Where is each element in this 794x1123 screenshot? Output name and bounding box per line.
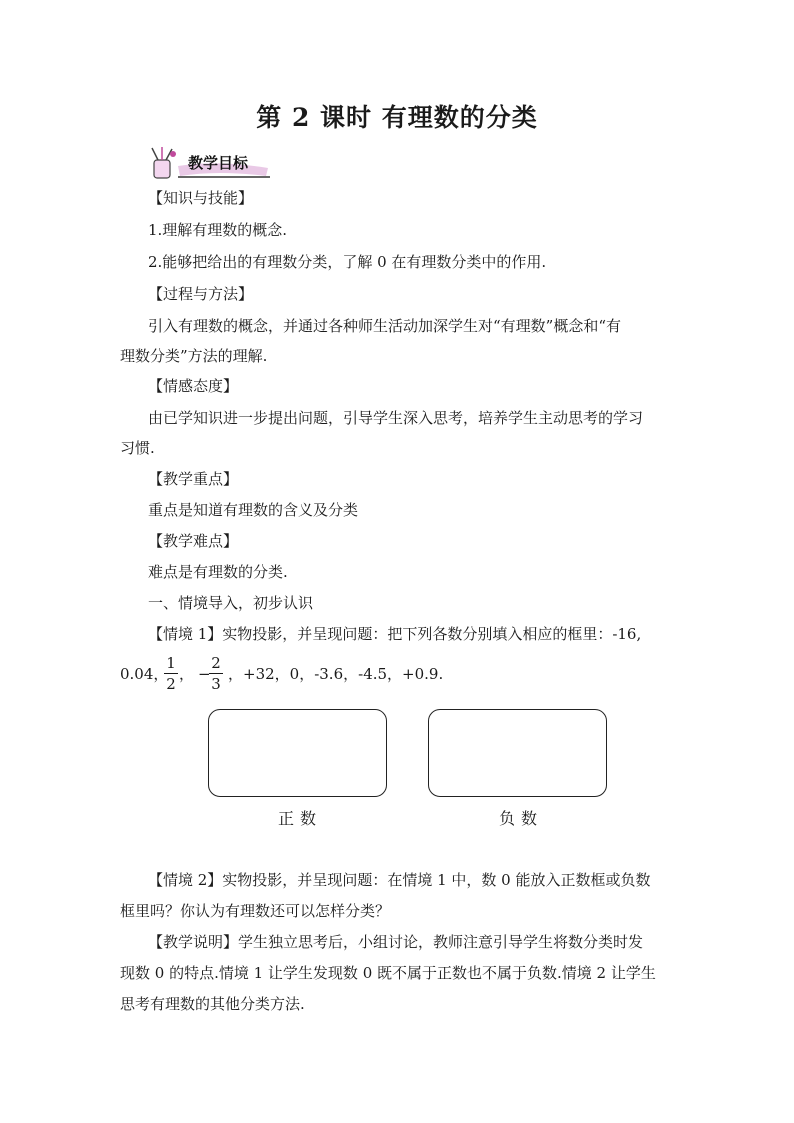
process-text-line-1: 引入有理数的概念，并通过各种师生活动加深学生对“有理数”概念和“有 xyxy=(148,317,622,335)
page-title: 第 2 课时 有理数的分类 xyxy=(256,103,538,132)
fraction-one-half xyxy=(164,654,178,693)
part-one-heading: 一、情境导入，初步认识 xyxy=(148,594,314,612)
emotion-text-line-2: 习惯. xyxy=(120,439,155,457)
emotion-heading: 【情感态度】 xyxy=(148,377,239,395)
scene-2-line-1: 【情境 2】实物投影，并呈现问题：在情境 1 中，数 0 能放入正数框或负数 xyxy=(148,871,651,889)
teaching-note-line-3: 思考有理数的其他分类方法. xyxy=(120,995,305,1013)
difficulty-text: 难点是有理数的分类. xyxy=(148,563,288,581)
scene-2-line-2: 框里吗？你认为有理数还可以怎样分类？ xyxy=(120,902,391,920)
knowledge-heading: 【知识与技能】 xyxy=(148,189,254,207)
scene-1-line-1: 【情境 1】实物投影，并呈现问题：把下列各数分别填入相应的框里：-16, xyxy=(148,625,642,643)
emotion-text-line-1: 由已学知识进一步提出问题，引导学生深入思考，培养学生主动思考的学习 xyxy=(148,409,644,427)
minus-sign: − xyxy=(198,665,211,683)
separator: ， xyxy=(179,665,195,683)
fraction-denominator: 3 xyxy=(211,675,221,693)
knowledge-item-1: 1.理解有理数的概念. xyxy=(148,221,288,239)
positive-box-label: 正数 xyxy=(278,809,323,828)
key-point-heading: 【教学重点】 xyxy=(148,470,239,488)
teaching-note-line-1: 【教学说明】学生独立思考后，小组讨论，教师注意引导学生将数分类时发 xyxy=(148,933,644,951)
scene-1-line-2-end: ，+32，0，-3.6，-4.5，+0.9. xyxy=(228,665,444,683)
fraction-two-thirds xyxy=(209,654,223,693)
process-text-line-2: 理数分类”方法的理解. xyxy=(120,347,268,365)
negative-box-label: 负数 xyxy=(499,809,544,828)
teaching-note-line-2: 现数 0 的特点.情境 1 让学生发现数 0 既不属于正数也不属于负数.情境 2 让学生 xyxy=(120,964,656,982)
difficulty-heading: 【教学难点】 xyxy=(148,532,239,550)
negative-number-box xyxy=(428,709,607,797)
process-heading: 【过程与方法】 xyxy=(148,285,254,303)
teaching-goals-badge: 教学目标 xyxy=(188,154,249,172)
fraction-numerator: 1 xyxy=(166,654,176,672)
key-point-text: 重点是知道有理数的含义及分类 xyxy=(148,501,359,519)
fraction-numerator: 2 xyxy=(211,654,221,672)
knowledge-item-2: 2.能够把给出的有理数分类，了解 0 在有理数分类中的作用. xyxy=(148,253,547,271)
scene-1-line-2-start: 0.04， xyxy=(120,665,169,683)
fraction-denominator: 2 xyxy=(166,675,176,693)
positive-number-box xyxy=(208,709,387,797)
